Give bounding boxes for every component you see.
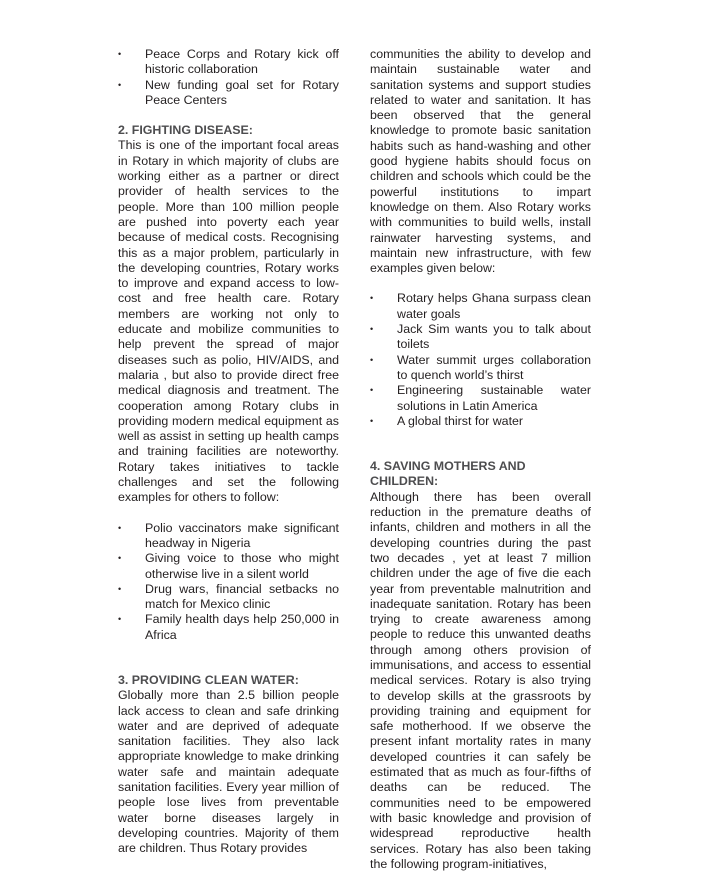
list-item: • New funding goal set for Rotary Peace Centers	[118, 78, 339, 109]
left-column	[118, 47, 339, 857]
section-body: This is one of the important focal areas in Rotary in which majority of clubs are working either as a partner or direct provider of health services to the people. More than 100 million people are pushed into poverty each year because of medical costs. Recognising this as a major problem, particularly in the developing countries, Rotary works to improve and expand access to low-cost and free health care. Rotary members are working not only to educate and mobilize communities to help prevent the spread of major diseases such as polio, HIV/AIDS, and malaria , but also to provide direct free medical diagnosis and treatment. The cooperation among Rotary clubs in providing modern medical equipment as well as assist in setting up health camps and training facilities are noteworthy. Rotary takes initiatives to tackle challenges and set the following examples for others to follow:	[118, 138, 339, 505]
list-item: • Water summit urges collaboration to quench world’s thirst	[370, 353, 591, 384]
right-column	[370, 47, 591, 872]
section-fighting-disease	[118, 123, 339, 643]
section-body: Although there has been overall reduction in the premature deaths of infants, children and mothers in all the developing countries during the past two decades , yet at least 7 million children under the age of five die each year from preventable malnutrition and inadequate sanitation. Rotary has been trying to create awareness among people to reduce this unwanted deaths through among others provision of immunisations, and access to essential medical services. Rotary is also trying to develop skills at the grassroots by providing training and equipment for safe motherhood. If we observe the present infant mortality rates in many developed countries it can safely be estimated that as much as four-fifths of deaths can be reduced. The communities need to be empowered with basic knowledge and provision of widespread reproductive health services. Rotary has also been taking the following program-initiatives,	[370, 489, 591, 871]
list-item: • A global thirst for water	[370, 414, 591, 429]
section-saving-mothers-children	[370, 459, 591, 872]
section-body-continued: communities the ability to develop and maintain sustainable water and sanitation systems and support studies related to water and sanitation. It has been observed that the general knowledge to promote basic sanitation habits such as hand-washing and other good hygiene habits should focus on children and schools which could be the powerful institutions to impart knowledge on them. Also Rotary works with communities to build wells, install rainwater harvesting systems, and maintain new infrastructure, with few examples given below:	[370, 47, 591, 276]
section-heading: 3. PROVIDING CLEAN WATER:	[118, 672, 299, 687]
list-item: • Engineering sustainable water solutions in Latin America	[370, 383, 591, 414]
section-heading: 2. FIGHTING DISEASE:	[118, 123, 253, 138]
section-heading: 4. SAVING MOTHERS AND CHILDREN:	[370, 459, 526, 489]
section-providing-clean-water	[118, 673, 339, 857]
list-item: • Rotary helps Ghana surpass clean water goals	[370, 291, 591, 322]
list-item: • Jack Sim wants you to talk about toilets	[370, 322, 591, 353]
list-item: • Giving voice to those who might otherwise live in a silent world	[118, 551, 339, 582]
list-item: • Drug wars, financial setbacks no match for Mexico clinic	[118, 582, 339, 613]
list-item: • Polio vaccinators make significant headway in Nigeria	[118, 521, 339, 552]
list-item: • Peace Corps and Rotary kick off historic collaboration	[118, 47, 339, 78]
disease-bullet-list	[118, 521, 339, 643]
section-body: Globally more than 2.5 billion people lack access to clean and safe drinking water and are deprived of adequate sanitation facilities. They also lack appropriate knowledge to make drinking water safe and maintain adequate sanitation facilities. Every year million of people lose lives from preventable water borne diseases largely in developing countries. Majority of them are children. Thus Rotary provides	[118, 688, 339, 856]
list-item: • Family health days help 250,000 in Africa	[118, 612, 339, 643]
intro-bullet-list	[118, 47, 339, 108]
water-bullet-list	[370, 291, 591, 429]
